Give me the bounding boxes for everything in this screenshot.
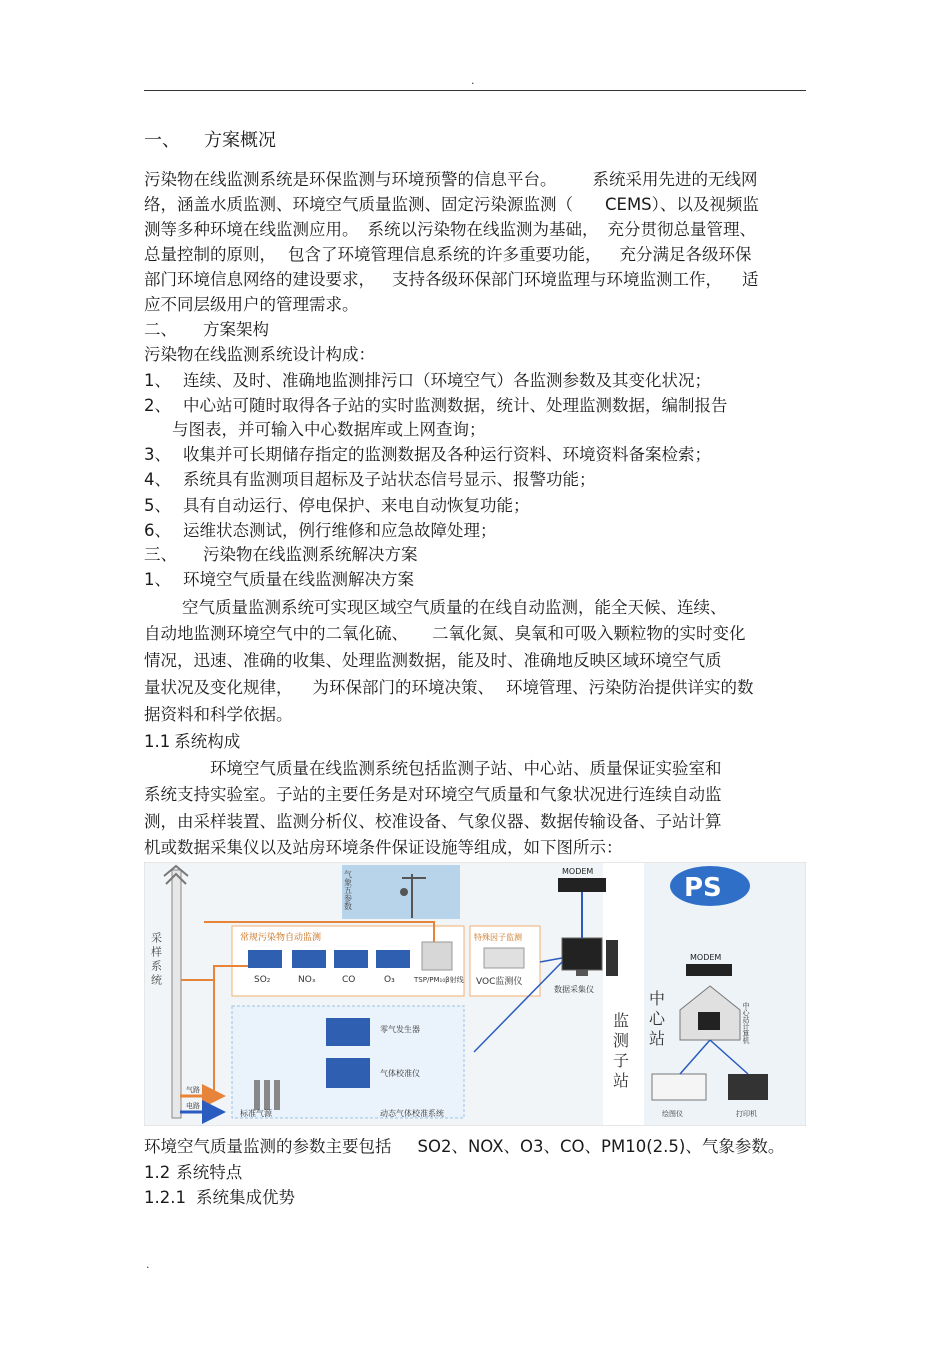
intro-line: 应不同层级用户的管理需求。: [144, 295, 359, 314]
system-diagram: [144, 862, 806, 1126]
conventional-label: 常规污染物自动监测: [240, 933, 322, 943]
special-label: 特殊因子监测: [474, 933, 522, 942]
sys-para-line: 环境空气质量在线监测系统包括监测子站、中心站、质量保证实验室和: [210, 759, 722, 778]
svg-text:MODEM: MODEM: [690, 953, 722, 962]
sys-para-line: 机或数据采集仪以及站房环境条件保证设施等组成，如下图所示：: [144, 838, 623, 857]
section-1-2: 1.2 系统特点: [144, 1163, 243, 1182]
heading-solutions: 三、 污染物在线监测系统解决方案: [144, 545, 418, 564]
header-rule: [144, 90, 806, 91]
svg-text:绘图仪: 绘图仪: [662, 1110, 683, 1118]
air-para-line: 量状况及变化规律， 为环保部门的环境决策、 环境管理、污染防治提供详实的数: [144, 678, 754, 697]
analyzer-co: [334, 950, 368, 968]
analyzer-label: SO₂: [254, 975, 271, 985]
list-item: 2、 中心站可随时取得各子站的实时监测数据，统计、处理监测数据，编制报告: [144, 396, 728, 415]
calibrator-label: 气体校准仪: [380, 1069, 420, 1078]
heading-overview: [144, 129, 276, 153]
section-1-2-1: 1.2.1 系统集成优势: [144, 1188, 295, 1207]
header-mark: .: [471, 74, 475, 87]
legend-gas: 气路: [186, 1086, 200, 1094]
zero-gas-label: 零气发生器: [380, 1025, 420, 1034]
intro-line: 污染物在线监测系统是环保监测与环境预警的信息平台。 系统采用先进的无线网: [144, 170, 758, 189]
weather-label: 气象五参数: [343, 870, 353, 910]
printer: [728, 1074, 768, 1100]
sys-para-line: 测，由采样装置、监测分析仪、校准设备、气象仪器、数据传输设备、子站计算: [144, 812, 722, 831]
plotter: [652, 1074, 706, 1100]
analyzer-label: NOₓ: [298, 975, 316, 985]
list-item: 4、 系统具有监测项目超标及子站状态信号显示、报警功能；: [144, 470, 596, 489]
subheading-air: 1、 环境空气质量在线监测解决方案: [144, 570, 414, 589]
intro-line: 络，涵盖水质监测、环境空气质量监测、固定污染源监测（ CEMS）、以及视频监: [144, 195, 759, 214]
substation-label: 监测子站: [610, 1012, 630, 1092]
analyzer-o3: [376, 950, 410, 968]
design-intro: 污染物在线监测系统设计构成：: [144, 345, 375, 364]
std-gas-label: 标准气源: [240, 1109, 272, 1118]
list-item-continued: 与图表，并可输入中心数据库或上网查询；: [172, 420, 486, 439]
analyzer-tsp: [422, 942, 452, 970]
heading-number: 一、: [144, 130, 180, 151]
intro-line: 测等多种环境在线监测应用。 系统以污染物在线监测为基础， 充分贯彻总量管理、: [144, 220, 756, 239]
intro-line: 总量控制的原则， 包含了环境管理信息系统的许多重要功能， 充分满足各级环保: [144, 245, 752, 264]
sampling-label: 采样系统: [149, 932, 163, 988]
analyzer-label: O₃: [384, 975, 395, 985]
list-item: 6、 运维状态测试，例行维修和应急故障处理；: [144, 521, 497, 540]
voc-label: VOC监测仪: [476, 977, 523, 987]
analyzer-so2: [248, 950, 282, 968]
svg-text:打印机: 打印机: [736, 1110, 757, 1118]
dyn-cal-label: 动态气体校准系统: [380, 1109, 444, 1118]
legend-elec: 电路: [186, 1102, 200, 1110]
analyzer-label: TSP/PM₁₀β射线: [414, 976, 464, 984]
footer-mark: .: [146, 1258, 150, 1271]
section-1-1: 1.1 系统构成: [144, 732, 241, 751]
analyzer-nox: [292, 950, 326, 968]
data-collector: [562, 938, 618, 976]
air-para-line: 据资料和科学依据。: [144, 705, 293, 724]
heading-title: 方案概况: [204, 130, 276, 151]
list-item: 5、 具有自动运行、停电保护、来电自动恢复功能；: [144, 496, 530, 515]
air-para-line: 空气质量监测系统可实现区域空气质量的在线自动监测，能全天候、连续、: [182, 598, 727, 617]
air-para-line: 情况，迅速、准确的收集、处理监测数据，能及时、准确地反映区域环境空气质: [144, 651, 722, 670]
air-para-line: 自动地监测环境空气中的二氧化硫、 二氧化氮、臭氧和可吸入颗粒物的实时变化: [144, 624, 746, 643]
list-item: 3、 收集并可长期储存指定的监测数据及各种运行资料、环境资料备案检索；: [144, 445, 711, 464]
center-pc-label: 中心站计算机: [742, 1002, 750, 1044]
svg-text:MODEM: MODEM: [562, 867, 594, 876]
analyzer-label: CO: [342, 975, 356, 985]
params-line: 环境空气质量监测的参数主要包括 SO2、NOX、O3、CO、PM10(2.5)、气象参数。: [144, 1137, 785, 1156]
sys-para-line: 系统支持实验室。子站的主要任务是对环境空气质量和气象状况进行连续自动监: [144, 785, 722, 804]
intro-line: 部门环境信息网络的建设要求， 支持各级环保部门环境监理与环境监测工作， 适: [144, 270, 759, 289]
heading-architecture: 二、 方案架构: [144, 320, 269, 339]
center-label: 中心站: [646, 990, 666, 1050]
collector-label: 数据采集仪: [554, 985, 594, 994]
modem-1: [558, 878, 606, 892]
modem-2: [686, 964, 732, 976]
cloud-text: PS: [684, 873, 722, 903]
list-item: 1、 连续、及时、准确地监测排污口（环境空气）各监测参数及其变化状况；: [144, 371, 711, 390]
